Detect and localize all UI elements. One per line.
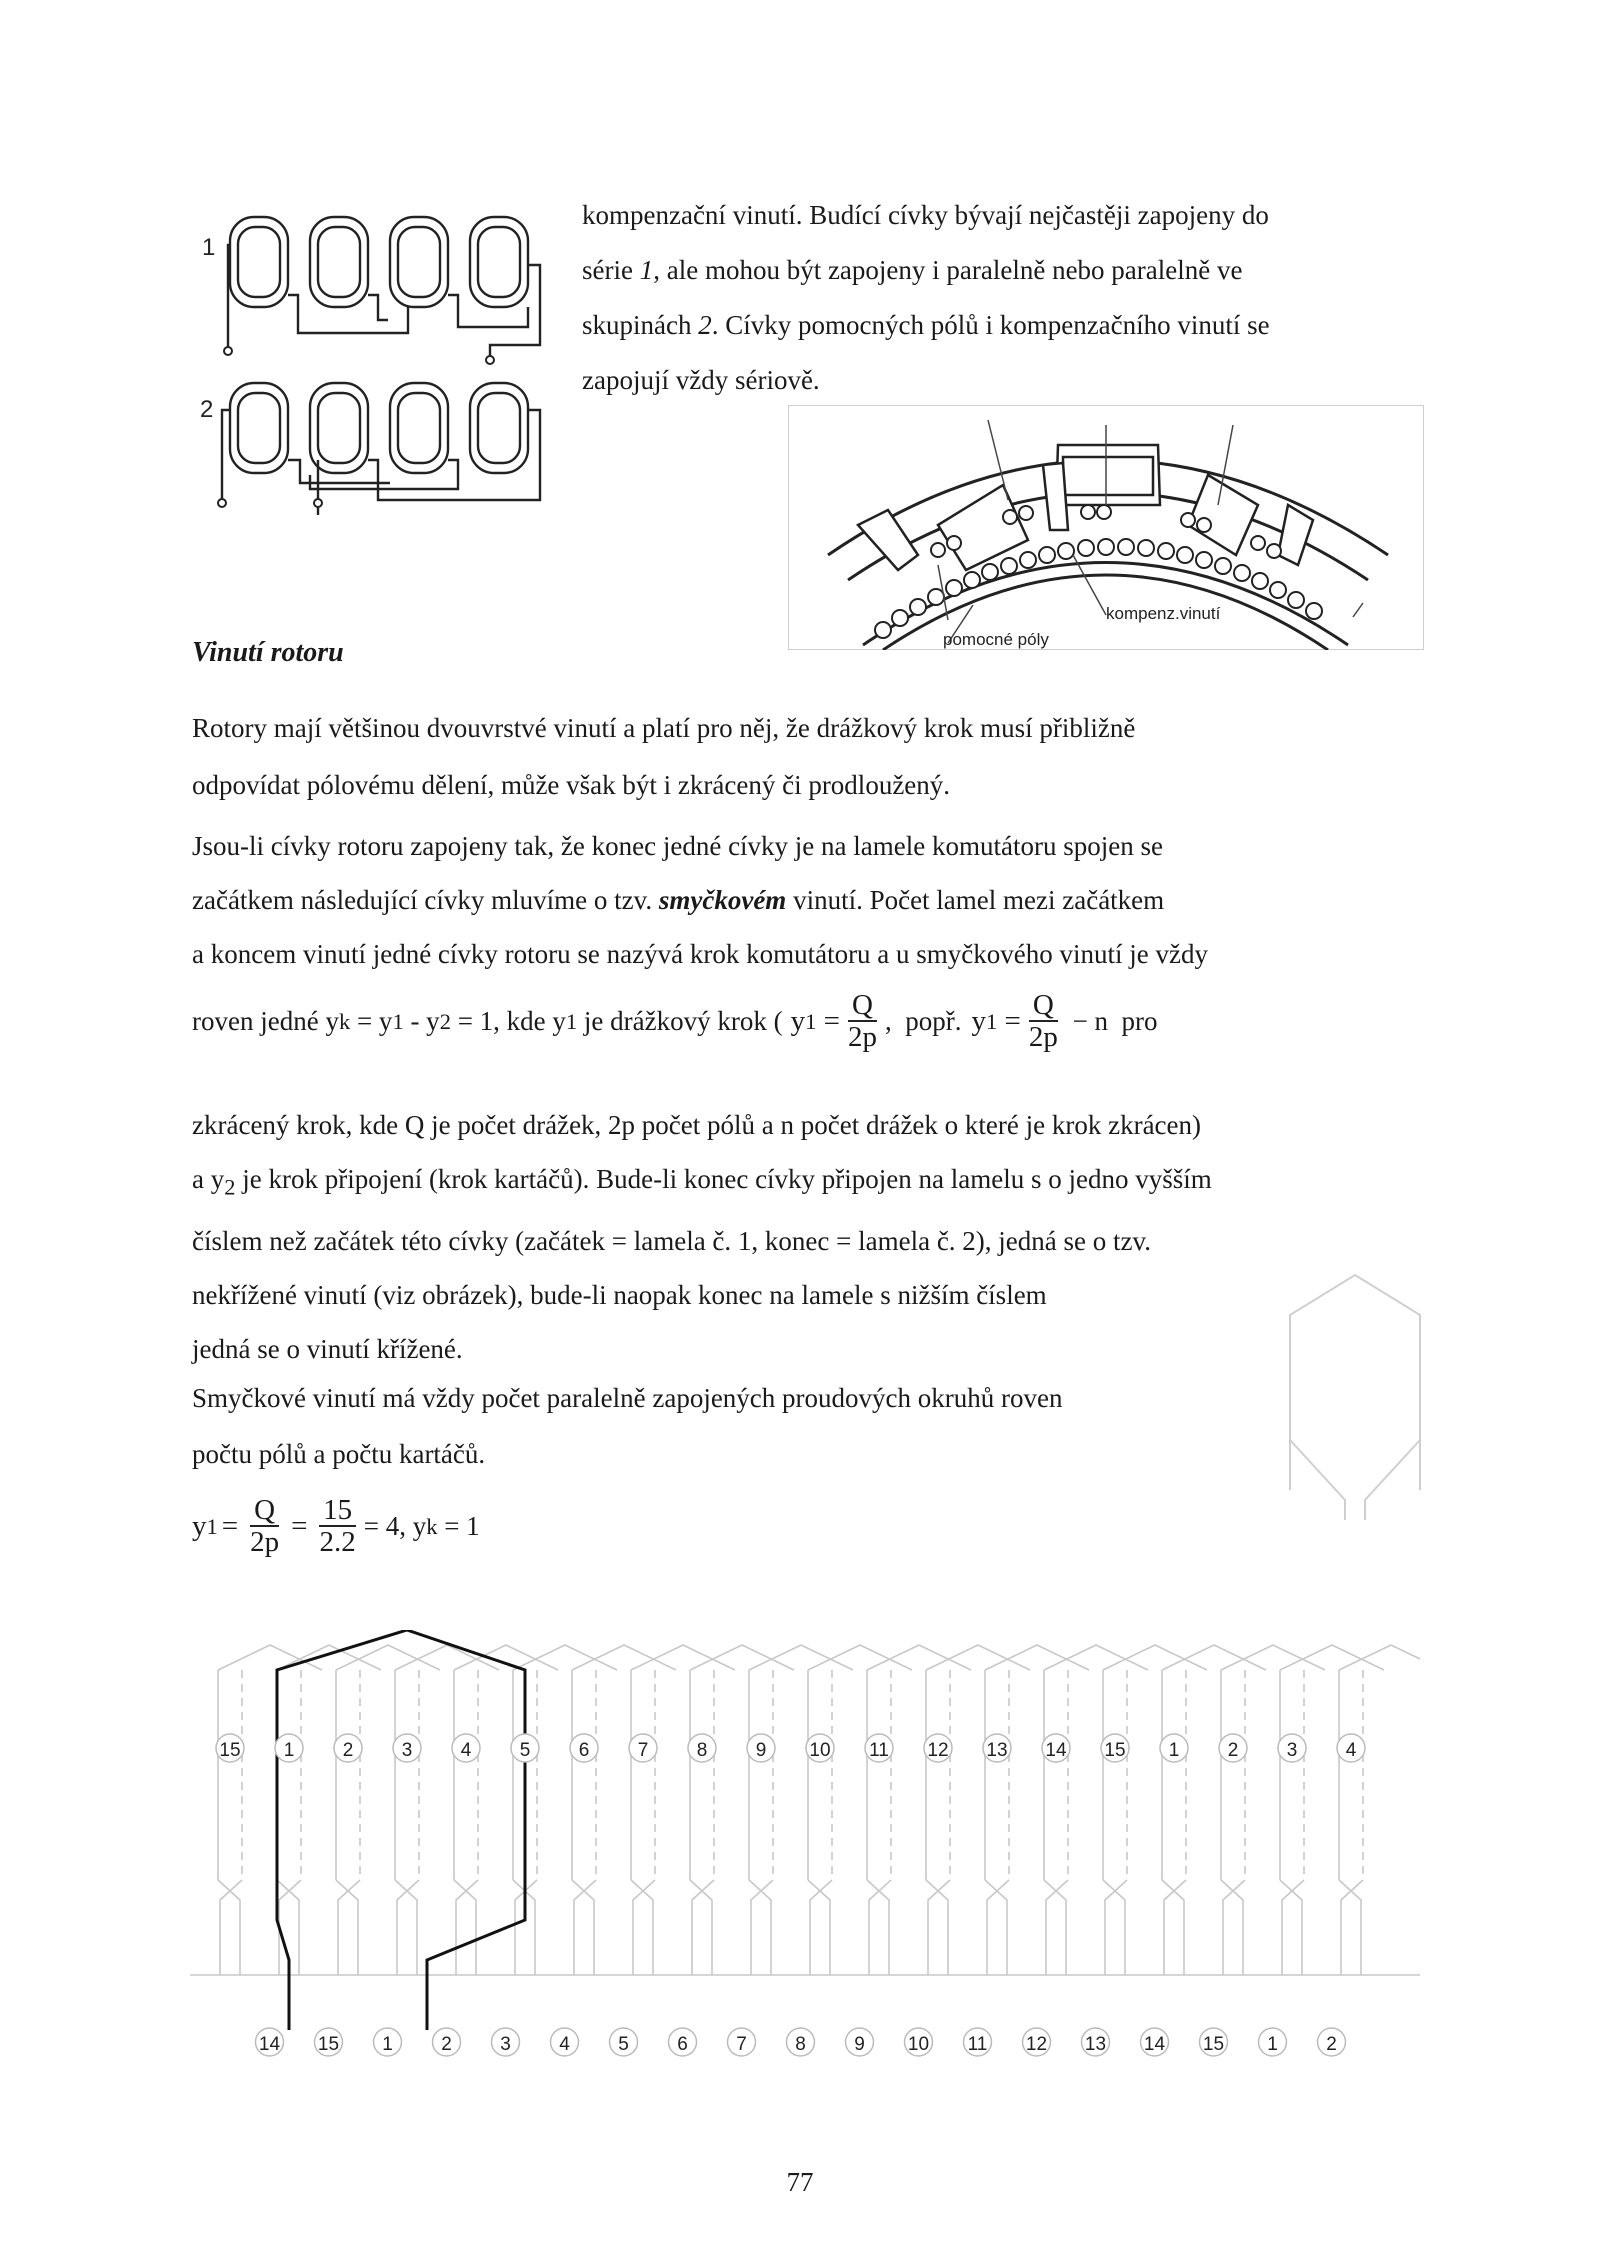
slot-number: 4 [460,1740,472,1761]
slot-number: 15 [1104,1740,1126,1761]
commutator-number: 3 [500,2034,511,2055]
page-number: 77 [786,2167,814,2197]
commutator-number: 12 [1025,2034,1048,2055]
paragraph-line: číslem než začátek této cívky (začátek = lamela č. 1, konec = lamela č. 2), jedná se o tzv. [192,1226,1151,1257]
commutator-number: 15 [1202,2034,1225,2055]
commutator-number: 5 [618,2034,629,2055]
slot-number: 3 [401,1740,413,1761]
slot-number: 9 [755,1740,767,1761]
slot-number: 5 [519,1740,531,1761]
coil-outline-sketch [1285,1270,1425,1520]
commutator-number: 11 [967,2034,988,2055]
section-heading: Vinutí rotoru [192,637,344,668]
commutator-number: 4 [559,2034,570,2055]
slot-number: 1 [1168,1740,1180,1761]
slot-number: 13 [986,1740,1008,1761]
paragraph-line: a koncem vinutí jedné cívky rotoru se nazývá krok komutátoru a u smyčkového vinutí je vždy [192,939,1208,969]
slot-number: 11 [869,1740,889,1761]
paragraph-line: Rotory mají většinou dvouvrstvé vinutí a platí pro něj, že drážkový krok musí přibližně [192,713,1136,743]
stator-poles-figure [788,405,1424,650]
fraction-q-2p: $\frac{Q}{2p}$ [847,989,877,1054]
fraction-15-over-2x2: $\frac{15}{2.2}$ [319,1494,356,1559]
intro-line: skupinách 2. Cívky pomocných pólů i kompenzačního vinutí se [582,310,1270,340]
commutator-number: 9 [854,2034,865,2055]
paragraph-line: Jsou-li cívky rotoru zapojeny tak, že konec jedné cívky je na lamele komutátoru spojen se [192,831,1163,861]
slot-number: 12 [927,1740,949,1761]
commutator-number: 2 [441,2034,452,2055]
loop-winding-term: smyčkovém [658,885,787,915]
intro-line: série 1, ale mohou být zapojeny i paralelně nebo paralelně ve [582,255,1243,285]
fraction-q-2p: $\frac{Q}{2p}$ [250,1494,280,1559]
paragraph-line: a $y_2$ je krok připojení (krok kartáčů). Bude-li konec cívky připojen na lamelu s o jedno vyšším [192,1164,1212,1200]
paragraph-1 [192,700,1135,814]
formula-line-2: y 1 = $\frac{Q}{2p}$ = $\frac{15}{2.2}$ = 4, y k = 1 [192,1494,480,1559]
paragraph-line: nekřížené vinutí (viz obrázek), bude-li naopak konec na lamele s nižším číslem [192,1280,1047,1311]
paragraph-line: začátkem následující cívky mluvíme o tzv. smyčkovém vinutí. Počet lamel mezi začátkem [192,885,1165,915]
commutator-number: 2 [1326,2034,1337,2055]
commutator-number: 10 [907,2034,930,2055]
slot-number: 8 [696,1740,708,1761]
paragraph-line: jedná se o vinutí křížené. [192,1334,463,1365]
paragraph-line: zkrácený krok, kde Q je počet drážek, 2p počet pólů a n počet drážek o které je krok zkrácen) [192,1110,1202,1140]
slot-number: 6 [578,1740,590,1761]
slot-number: 2 [1227,1740,1239,1761]
paragraph-line: počtu pólů a počtu kartáčů. [192,1439,486,1469]
slot-number: 2 [342,1740,354,1761]
intro-paragraph [582,188,1412,408]
slot-number: 14 [1045,1740,1067,1761]
slot-number: 10 [809,1740,831,1761]
groups-ref: 2 [698,310,712,340]
paragraph-line: Smyčkové vinutí má vždy počet paralelně zapojených proudových okruhů roven [192,1383,1063,1413]
series-ref: 1 [639,255,654,285]
groups-label: 2 [200,396,214,423]
commutator-number: 14 [258,2034,281,2055]
paragraph-line: odpovídat pólovému dělení, může však být i zkrácený či prodloužený. [192,770,951,800]
intro-line: zapojují vždy sériově. [582,365,820,395]
series-label: 1 [202,234,216,261]
intro-line: kompenzační vinutí. Budící cívky bývají nejčastěji zapojeny do [582,200,1269,230]
commutator-number: 1 [1267,2034,1278,2055]
commutator-number: 7 [736,2034,747,2055]
fraction-q-2p: $\frac{Q}{2p}$ [1028,989,1058,1054]
slot-number: 3 [1286,1740,1298,1761]
commutator-number: 8 [795,2034,806,2055]
comp-winding-label: kompenz.vinutí [1106,604,1221,623]
paragraph-4 [192,1370,1063,1482]
commutator-number: 6 [677,2034,688,2055]
slot-number: 4 [1345,1740,1357,1761]
lap-winding-diagram [190,1630,1420,2080]
slot-number: 7 [637,1740,649,1761]
commutator-number: 13 [1084,2034,1107,2055]
slot-number: 1 [283,1740,295,1761]
paragraph-2 [192,819,1208,981]
aux-poles-label: pomocné póly [943,630,1049,649]
paragraph-3 [192,1098,1212,1376]
slot-number: 15 [219,1740,241,1761]
formula-line-1: roven jedné y k = y 1 - y 2 = 1, kde y 1 je drážkový krok ( y 1 = $\frac{Q}{2p}$ , popř. y 1 = $\frac{Q}{2p}$ − n pro [192,989,1158,1054]
field-coil-diagram [190,205,560,515]
commutator-number: 15 [317,2034,340,2055]
commutator-number: 1 [382,2034,393,2055]
commutator-number: 14 [1143,2034,1166,2055]
